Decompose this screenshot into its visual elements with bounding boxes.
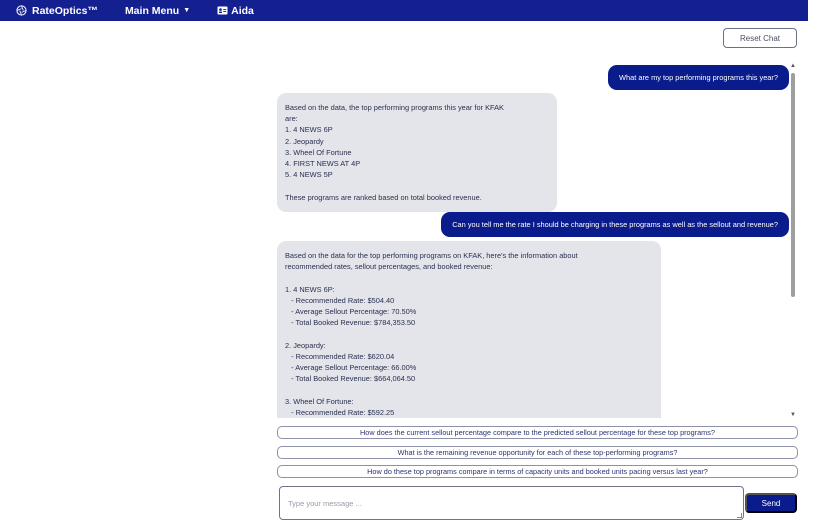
- bot-message-line: 3. Wheel Of Fortune:: [285, 396, 354, 406]
- suggestion-button[interactable]: How do these top programs compare in terms of capacity units and booked units pacing versus last year?: [277, 465, 798, 478]
- bot-message-line: - Recommended Rate: $592.25: [285, 407, 395, 417]
- bot-message: [277, 93, 557, 212]
- bot-message-line: are:: [285, 114, 298, 124]
- brand-name: RateOptics™: [32, 4, 98, 17]
- message-input-placeholder: Type your message ...: [288, 499, 362, 508]
- bot-message-line: Based on the data, the top performing programs this year for KFAK: [285, 103, 504, 112]
- bot-message-line: - Total Booked Revenue: $784,353.50: [285, 318, 416, 328]
- message-input[interactable]: [279, 486, 744, 520]
- scroll-up-arrow-icon[interactable]: ▲: [790, 63, 796, 69]
- user-message: [441, 212, 789, 237]
- bot-message-line: These programs are ranked based on total booked revenue.: [285, 192, 482, 202]
- bot-message-line: [285, 272, 653, 283]
- bot-message-line: - Recommended Rate: $504.40: [285, 295, 395, 305]
- resize-grip-icon[interactable]: [737, 513, 742, 518]
- main-menu-dropdown[interactable]: [125, 5, 190, 17]
- bot-message-line: 5. 4 NEWS 5P: [285, 170, 333, 180]
- caret-down-icon: ▼: [183, 7, 191, 14]
- scrollbar-thumb[interactable]: [791, 73, 795, 297]
- user-message-text: What are my top performing programs this year?: [619, 72, 778, 82]
- bot-message-line: - Total Booked Revenue: $664,064.50: [285, 374, 416, 384]
- user-message: [608, 65, 789, 90]
- suggestion-button[interactable]: What is the remaining revenue opportunity for each of these top-performing programs?: [277, 446, 798, 459]
- bot-message-line: [285, 384, 653, 395]
- bot-message-line: 1. 4 NEWS 6P:: [285, 284, 335, 294]
- bot-message-line: [285, 328, 653, 339]
- bot-message-line: - Average Sellout Percentage: 66.00%: [285, 363, 417, 372]
- bot-message-line: - Average Sellout Percentage: 70.50%: [285, 307, 417, 316]
- bot-message-line: 4. FIRST NEWS AT 4P: [285, 159, 361, 169]
- user-badge[interactable]: [217, 5, 254, 17]
- bot-message-line: recommended rates, sellout percentages, and booked revenue:: [285, 262, 493, 272]
- top-navbar: [0, 0, 808, 21]
- scroll-down-arrow-icon[interactable]: ▼: [790, 412, 796, 418]
- send-button[interactable]: Send: [745, 493, 797, 513]
- id-card-icon: [217, 6, 228, 15]
- user-message-text: Can you tell me the rate I should be charging in these programs as well as the sellout and revenue?: [452, 219, 778, 229]
- chat-messages-panel[interactable]: [270, 60, 792, 418]
- bot-message-line: Based on the data for the top performing programs on KFAK, here's the information about: [285, 251, 578, 260]
- brand-logo[interactable]: [16, 5, 98, 17]
- reset-chat-button[interactable]: Reset Chat: [723, 28, 797, 48]
- suggestion-button[interactable]: How does the current sellout percentage compare to the predicted sellout percentage for these top programs?: [277, 426, 798, 439]
- bot-message: [277, 241, 661, 418]
- bot-message-line: 2. Jeopardy: [285, 136, 324, 146]
- bot-message-line: - Recommended Rate: $620.04: [285, 351, 395, 361]
- bot-message-line: 2. Jeopardy:: [285, 340, 326, 350]
- user-name: Aida: [231, 4, 254, 17]
- bot-message-line: [285, 180, 549, 191]
- main-menu-label: Main Menu: [124, 4, 180, 17]
- aperture-icon: [16, 5, 27, 16]
- bot-message-line: 1. 4 NEWS 6P: [285, 125, 333, 135]
- chat-scrollbar[interactable]: [789, 63, 798, 418]
- bot-message-line: 3. Wheel Of Fortune: [285, 147, 352, 157]
